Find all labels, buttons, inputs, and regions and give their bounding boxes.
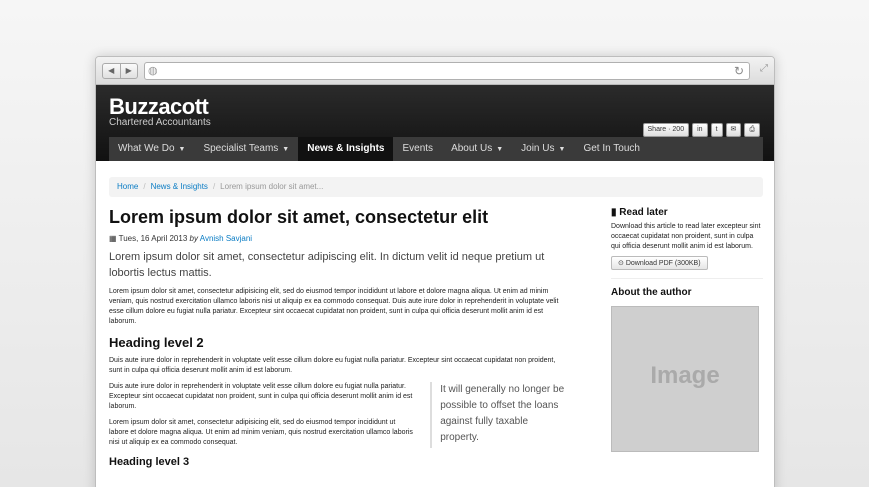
divider: [611, 278, 763, 279]
download-pdf-button[interactable]: ⊙ Download PDF (300KB): [611, 256, 708, 270]
article-title: Lorem ipsum dolor sit amet, consectetur elit: [109, 207, 489, 227]
email-button[interactable]: ✉: [726, 123, 742, 137]
share-tools: [643, 123, 760, 137]
site-logo[interactable]: Buzzacott: [109, 94, 209, 119]
twitter-button[interactable]: t: [711, 123, 723, 137]
read-later-text: Download this article to read later excepteur sint occaecat cupidatat non proident, sunt in culpa qui officia deserunt mollit anim id est laborum.: [611, 223, 761, 250]
article-paragraph: Lorem ipsum dolor sit amet, consectetur adipisicing elit, sed do eiusmod tempor incididunt ut labore et dolore magna aliqua. Ut enim ad minim veniam, quis nostrud exercitation ullamco laboris nisi ut aliquip ex ea commodo consequat.: [109, 419, 413, 446]
heading-level-2: Heading level 2: [109, 335, 204, 350]
author-image-placeholder: Image: [611, 306, 759, 452]
chevron-down-icon: ▼: [178, 146, 186, 153]
main-nav: [109, 137, 763, 161]
article-lead: Lorem ipsum dolor sit amet, consectetur adipiscing elit. In dictum velit id neque pretium ut lobortis lectus mattis.: [109, 251, 545, 279]
chevron-down-icon: ▼: [496, 146, 504, 153]
breadcrumb-section[interactable]: News & Insights: [150, 182, 208, 191]
address-bar[interactable]: [144, 62, 750, 80]
breadcrumb: Home / News & Insights / Lorem ipsum dolor sit amet...: [109, 177, 763, 197]
author-link[interactable]: Avnish Savjani: [199, 234, 253, 243]
browser-window: [95, 56, 775, 487]
read-later-heading: ▮ Read later: [611, 207, 668, 218]
nav-what-we-do[interactable]: What We Do ▼: [118, 143, 186, 154]
article-paragraph: Duis aute irure dolor in reprehenderit in voluptate velit esse cillum dolore eu fugiat nulla pariatur. Excepteur sint occaecat cupidatat non proident, sunt in culpa qui officia deserunt mollit anim id est laborum.: [109, 383, 413, 410]
sidebar: [611, 207, 763, 452]
nav-get-in-touch[interactable]: Get In Touch: [583, 143, 640, 154]
by-label: by: [189, 234, 198, 243]
article-columns: [109, 376, 569, 448]
article-date: Tues, 16 April 2013: [118, 234, 188, 243]
share-button[interactable]: Share · 200: [643, 123, 690, 137]
article: [109, 207, 569, 468]
book-icon: ▮: [611, 207, 617, 218]
fullscreen-icon[interactable]: ⤢: [760, 63, 768, 74]
pull-quote: It will generally no longer be possible to offset the loans against fully taxable property.: [430, 382, 569, 448]
heading-level-3: Heading level 3: [109, 456, 190, 468]
back-button[interactable]: ◀: [103, 64, 121, 78]
nav-join-us[interactable]: Join Us ▼: [521, 143, 566, 154]
site-tagline: Chartered Accountants: [109, 117, 211, 128]
article-paragraph: Lorem ipsum dolor sit amet, consectetur adipisicing elit, sed do eiusmod tempor incididunt ut labore et dolore magna aliqua. Ut enim ad minim veniam, quis nostrud exercitation ullamco laboris nisi ut aliquip ex ea commodo consequat. Duis aute irure dolor in reprehenderit in voluptate velit esse cillum dolore eu fugiat nulla pariatur. Excepteur sint occaecat cupidatat non proident, sunt in culpa qui officia deserunt mollit anim id est laborum.: [109, 288, 559, 325]
download-icon: ⊙: [618, 260, 624, 267]
globe-icon: ◍: [148, 65, 158, 77]
nav-news-insights[interactable]: News & Insights: [298, 137, 393, 161]
reload-icon[interactable]: ↻: [733, 64, 744, 78]
article-meta: [109, 234, 569, 243]
chevron-down-icon: ▼: [282, 146, 290, 153]
nav-about-us[interactable]: About Us ▼: [451, 143, 504, 154]
browser-nav-buttons: [102, 63, 138, 79]
linkedin-button[interactable]: in: [692, 123, 707, 137]
chevron-down-icon: ▼: [558, 146, 566, 153]
breadcrumb-current: Lorem ipsum dolor sit amet...: [220, 182, 324, 191]
browser-toolbar: [96, 57, 774, 85]
breadcrumb-home[interactable]: Home: [117, 182, 139, 191]
calendar-icon: ▦: [109, 234, 117, 243]
nav-events[interactable]: Events: [402, 143, 434, 154]
forward-button[interactable]: ▶: [125, 66, 132, 75]
nav-specialist-teams[interactable]: Specialist Teams ▼: [203, 143, 290, 154]
about-author-heading: About the author: [611, 287, 692, 298]
print-button[interactable]: ⎙: [744, 123, 760, 137]
article-paragraph: Duis aute irure dolor in reprehenderit in voluptate velit esse cillum dolore eu fugiat nulla pariatur. Excepteur sint occaecat cupidatat non proident, sunt in culpa qui officia deserunt mollit anim id est laborum.: [109, 357, 556, 374]
